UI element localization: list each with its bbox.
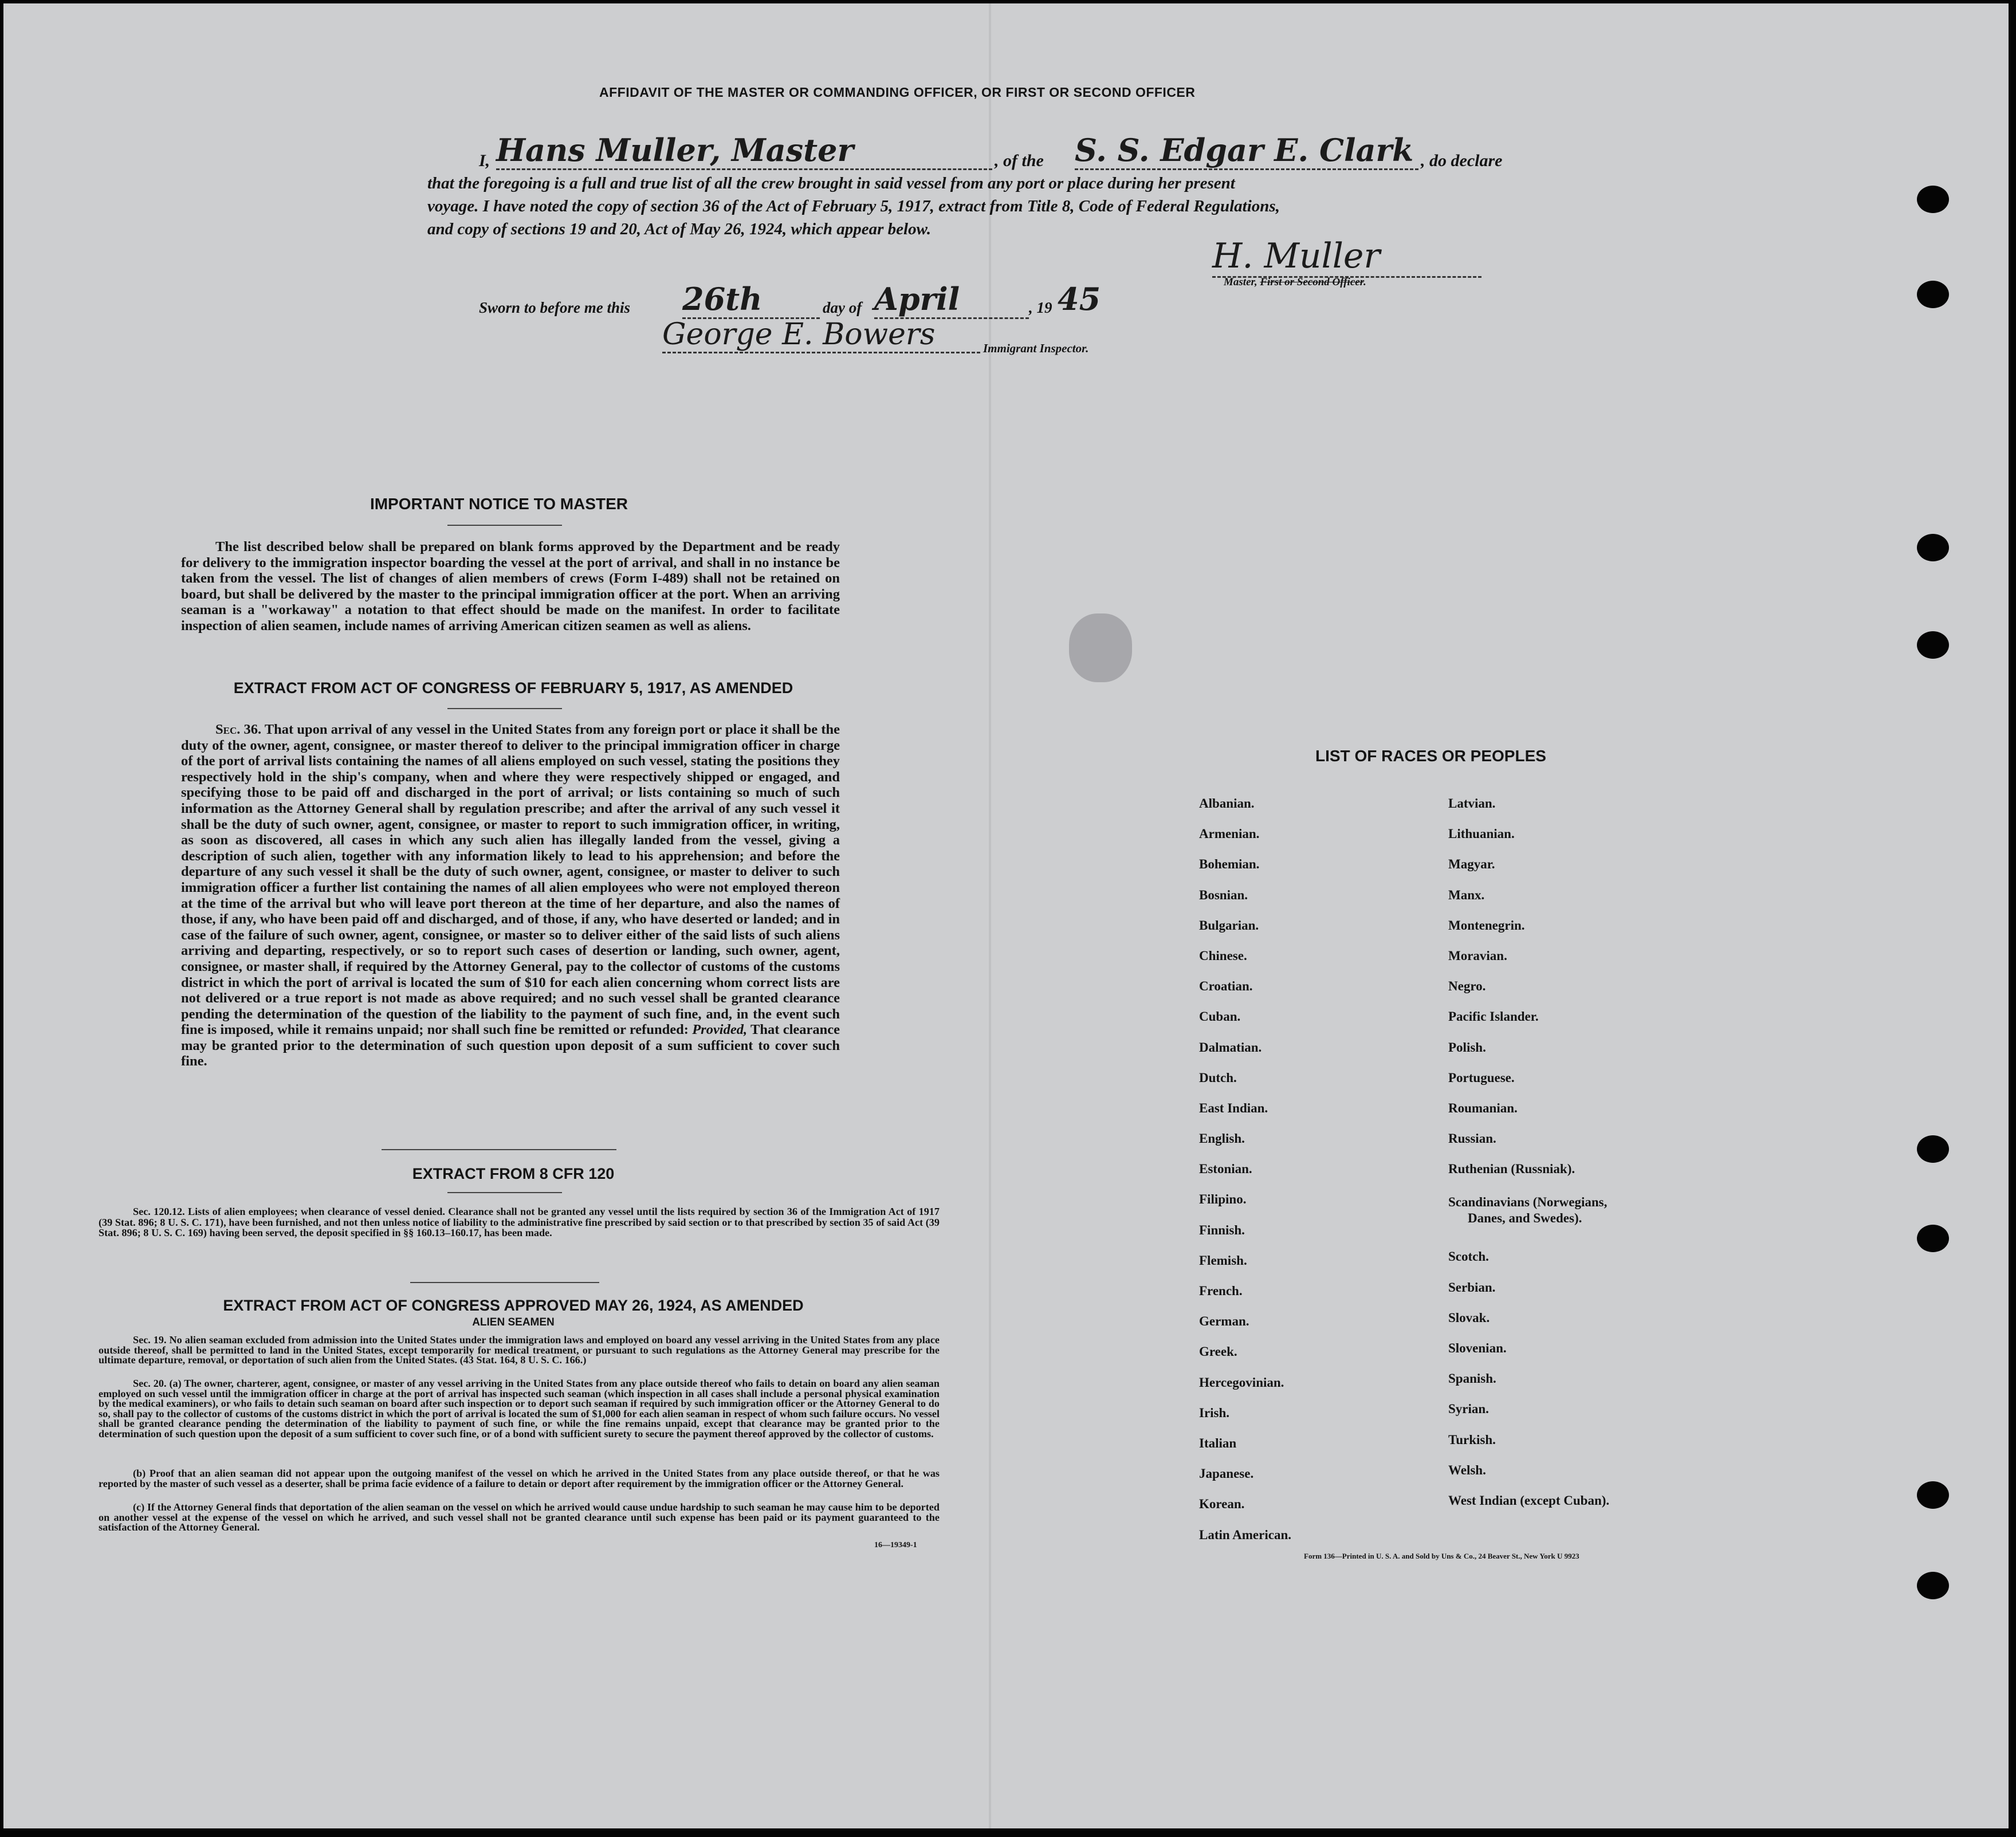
race-item: Serbian. [1448, 1280, 1496, 1295]
sworn-line [479, 278, 1281, 317]
race-item: Moravian. [1448, 948, 1507, 963]
race-item: Bulgarian. [1199, 918, 1259, 933]
race-item: Magyar. [1448, 857, 1495, 872]
race-item: Latin American. [1199, 1527, 1291, 1542]
notice-body: The list described below shall be prepared on blank forms approved by the Department and be ready for delivery to the immigration inspector boarding the vessel at the port of arrival, and shall in no instance be taken from the vessel. The list of changes of alien members of crews (Form I-489) shall not be retained on board, but shall be delivered by the master to the principal immigration officer at the port. When an arriving seaman is a "workaway" a notation to that effect should be made on the manifest. In order to facilitate inspection of alien seamen, include names of arriving American citizen seamen as well as aliens. [181, 539, 840, 634]
year-handwritten: 45 [1058, 281, 1101, 317]
race-item: German. [1199, 1314, 1249, 1329]
notice-title-rule [447, 525, 562, 526]
extract-1917-provided: Provided, [692, 1022, 748, 1038]
punch-hole [1917, 1225, 1949, 1252]
race-item: West Indian (except Cuban). [1448, 1493, 1610, 1508]
race-item: Cuban. [1199, 1009, 1241, 1024]
cfr-body: Sec. 120.12. Lists of alien employees; when clearance of vessel denied. Clearance shall not be granted any vessel until the lists required by section 36 of the Immigration Act of 1917 (39 Stat. 896; 8 U. S. C. 171), have been furnished, and not then unless notice of liability to the administrative fine prescribed by said section or to that prescribed by section 35 of said Act (39 Stat. 896; 8 U. S. C. 169) having been served, the deposit specified in §§ 160.13–160.17, has been made. [99, 1206, 940, 1238]
race-item: Dutch. [1199, 1070, 1237, 1085]
punch-hole [1917, 1135, 1949, 1163]
race-item: East Indian. [1199, 1100, 1268, 1115]
race-item: Finnish. [1199, 1222, 1245, 1237]
race-item: Spanish. [1448, 1371, 1496, 1386]
race-item: English. [1199, 1131, 1245, 1146]
extract-1917-sec: Sec. 36. [215, 722, 262, 737]
race-item: French. [1199, 1284, 1243, 1298]
master-signature: H. Muller [1212, 236, 1481, 278]
signature-caption-struck: First or Second Officer [1260, 276, 1364, 288]
race-item: Greek. [1199, 1344, 1237, 1359]
race-item: Croatian. [1199, 979, 1253, 994]
race-item: Lithuanian. [1448, 827, 1515, 841]
affidavit-line2: that the foregoing is a full and true list of all the crew brought in said vessel from any port or place during her present [427, 174, 1235, 192]
extract-1924-title: EXTRACT FROM ACT OF CONGRESS APPROVED MAY 26, 1924, AS AMENDED [223, 1297, 804, 1314]
race-item: Portuguese. [1448, 1070, 1515, 1085]
extract-1917-end-rule [382, 1149, 616, 1150]
race-item: Flemish. [1199, 1253, 1247, 1268]
race-item: Scotch. [1448, 1249, 1489, 1264]
race-item-line: Scandinavians (Norwegians, [1448, 1195, 1608, 1210]
affidavit-line4: and copy of sections 19 and 20, Act of May 26, 1924, which appear below. [427, 220, 932, 238]
race-item: Manx. [1448, 887, 1485, 902]
page-fold [989, 3, 991, 1828]
punch-hole [1917, 631, 1949, 659]
race-item: Negro. [1448, 979, 1486, 994]
punch-hole [1917, 186, 1949, 213]
race-item [1448, 1184, 1609, 1241]
signature-caption-master: Master, [1224, 276, 1257, 288]
cfr-end-rule [410, 1282, 599, 1283]
cfr-title-rule [447, 1192, 562, 1193]
race-item: Welsh. [1448, 1462, 1486, 1477]
cfr-title: EXTRACT FROM 8 CFR 120 [412, 1165, 615, 1182]
race-item: Latvian. [1448, 796, 1496, 811]
race-item: Syrian. [1448, 1402, 1489, 1417]
race-item: Korean. [1199, 1497, 1245, 1512]
do-declare-label: , do declare [1421, 151, 1503, 170]
extract-1924-sec19: Sec. 19. No alien seaman excluded from admission into the United States under the immigration laws and employed on board any vessel arriving in the United States from any place outside thereof, shall be permitted to land in the United States, except temporarily for medical treatment, or pursuant to such regulations as the Attorney General may prescribe for the ultimate departure, removal, or deportation of such alien from the United States. (43 Stat. 164, 8 U. S. C. 166.) [99, 1334, 940, 1366]
race-item: Montenegrin. [1448, 918, 1525, 933]
race-item: Turkish. [1448, 1432, 1496, 1447]
race-item: Slovak. [1448, 1310, 1490, 1325]
signature-caption: Master, First or Second Officer. [1224, 276, 1366, 288]
vessel-name-handwritten: S. S. Edgar E. Clark [1075, 132, 1418, 170]
affidavit-title: AFFIDAVIT OF THE MASTER OR COMMANDING OFFICER, OR FIRST OR SECOND OFFICER [599, 85, 1196, 100]
race-item: Polish. [1448, 1040, 1486, 1055]
of-the-label: , of the [995, 151, 1044, 170]
race-item: Albanian. [1199, 796, 1255, 811]
race-item: Dalmatian. [1199, 1040, 1262, 1055]
printer-imprint: Form 136—Printed in U. S. A. and Sold by Uns & Co., 24 Beaver St., New York U 9923 [1304, 1552, 1579, 1560]
extract-1917-body [181, 722, 840, 1069]
inspector-caption: Immigrant Inspector. [983, 341, 1089, 355]
races-column-2 [1448, 788, 1609, 1516]
extract-1924-sec20a: Sec. 20. (a) The owner, charterer, agent, consignee, or master of any vessel arriving in the United States from any place outside thereof who fails to detain on board any alien seaman employed on such vessel until the immigration officer in charge at the port of arrival has inspected such seaman (which inspection in all cases shall include a personal physical examination by the medical examiners), or who fails to detain such seaman on board after such inspection or to deport such seaman if required by such immigration officer or the Attorney General to do so, shall pay to the collector of customs of the customs district in which the port of arrival is located the sum of $1,000 for each alien seaman in respect of whom such failure occurs. No vessel shall be granted clearance pending the determination of the liability to payment of such fine, or while the fine remains unpaid, except that clearance may be granted prior to the determination of such question upon the deposit of a sum sufficient to cover such fine, or of a bond with sufficient surety to secure the payment thereof approved by the collector of customs. [99, 1378, 940, 1439]
affidavit-i: I, [479, 151, 490, 170]
day-handwritten: 26th [682, 281, 820, 319]
affidavit-line3: voyage. I have noted the copy of section 36 of the Act of February 5, 1917, extract from Title 8, Code of Federal Regulations, [427, 197, 1280, 215]
race-item: Slovenian. [1448, 1341, 1507, 1355]
extract-1917-text-end: That clearance may be granted prior to the determination of such question upon deposit of a sum sufficient to cover such fine. [181, 1022, 840, 1069]
day-of-label: day of [823, 299, 862, 316]
document-sheet [3, 3, 2009, 1828]
extract-1917-title: EXTRACT FROM ACT OF CONGRESS OF FEBRUARY 5, 1917, AS AMENDED [233, 679, 793, 697]
form-number: 16—19349-1 [874, 1541, 917, 1549]
month-handwritten: April [874, 281, 1029, 319]
punch-hole [1917, 1572, 1949, 1599]
notice-title: IMPORTANT NOTICE TO MASTER [370, 495, 628, 513]
race-item: Armenian. [1199, 827, 1260, 841]
races-column-1 [1199, 788, 1291, 1550]
inspector-signature: George E. Bowers [662, 317, 980, 353]
extract-1924-sec20c: (c) If the Attorney General finds that deportation of the alien seaman on the vessel on which he arrived would cause undue hardship to such seaman he may cause him to be deported on another vessel at the expense of the vessel on which he arrived, and such vessel shall not be granted clearance until such expense has been paid or its payment guaranteed to the satisfaction of the Attorney General. [99, 1501, 940, 1533]
race-item: Estonian. [1199, 1162, 1252, 1177]
race-item: Chinese. [1199, 948, 1247, 963]
punch-hole [1917, 534, 1949, 561]
punch-hole [1917, 1481, 1949, 1509]
punch-hole [1917, 281, 1949, 308]
master-name-handwritten: Hans Muller, Master [496, 132, 992, 170]
race-item: Bohemian. [1199, 857, 1260, 872]
race-item: Irish. [1199, 1405, 1230, 1420]
race-item: Filipino. [1199, 1192, 1247, 1207]
extract-1917-rule [447, 708, 562, 709]
race-item-line: Danes, and Swedes). [1468, 1211, 1582, 1226]
races-title: LIST OF RACES OR PEOPLES [1315, 747, 1546, 765]
race-item: Japanese. [1199, 1466, 1254, 1481]
extract-1917-text: That upon arrival of any vessel in the United States from any foreign port or place it shall be the duty of the owner, agent, consignee, or master thereof to deliver to the principal immigration officer in charge of the port of arrival lists containing the names of all aliens employed on such vessel, stating the positions they respectively hold in the ship's company, when and where they were respectively shipped or engaged, and specifying those to be paid off and discharged in the port of arrival; or lists containing so much of such information as the Attorney General shall by regulation prescribe; and after the arrival of any such vessel it shall be the duty of such owner, agent, consignee, or master to report to such immigration officer, in writing, as soon as discovered, all cases in which any such alien has illegally landed from the vessel, giving a description of such alien, together with any information likely to lead to his apprehension; and before the departure of any such vessel it shall be the duty of such owner, agent, consignee, or master to deliver to such immigration officer a further list containing the names of all alien employees who were not employed thereon at the time of the arrival but who will leave port thereon at the time of her departure, and also the names of those, if any, who have been paid off and discharged, and of those, if any, who have deserted or landed; and in case of the failure of such owner, agent, consignee, or master so to deliver either of the said lists of such aliens arriving and departing, respectively, or so to report such cases of desertion or landing, such owner, agent, consignee, or master shall, if required by the Attorney General, pay to the collector of customs of the customs district in which the port of arrival is located the sum of $10 for each alien concerning whom correct lists are not delivered or a true report is not made as above required; and no such vessel shall be granted clearance pending the determination of the question of the liability to the payment of such fine, and, in the event such fine is imposed, while it remains unpaid; nor shall such fine be remitted or refunded: [181, 722, 840, 1038]
race-item: Pacific Islander. [1448, 1009, 1539, 1024]
sworn-label: Sworn to before me this [479, 299, 631, 316]
year-prefix: , 19 [1029, 299, 1052, 316]
race-item: Russian. [1448, 1131, 1496, 1146]
paper-stain [1069, 613, 1132, 682]
race-item: Italian [1199, 1435, 1237, 1450]
extract-1924-subtitle: ALIEN SEAMEN [472, 1316, 555, 1328]
race-item: Roumanian. [1448, 1100, 1518, 1115]
extract-1924-sec20b: (b) Proof that an alien seaman did not appear upon the outgoing manifest of the vessel on which he arrived in the United States from any place outside thereof, or that he was reported by the master of such vessel as a deserter, shall be prima facie evidence of a failure to detain or deport after requirement by the immigration officer or the Attorney General. [99, 1468, 940, 1489]
race-item: Ruthenian (Russniak). [1448, 1162, 1575, 1177]
race-item: Bosnian. [1199, 887, 1248, 902]
race-item: Hercegovinian. [1199, 1375, 1284, 1390]
